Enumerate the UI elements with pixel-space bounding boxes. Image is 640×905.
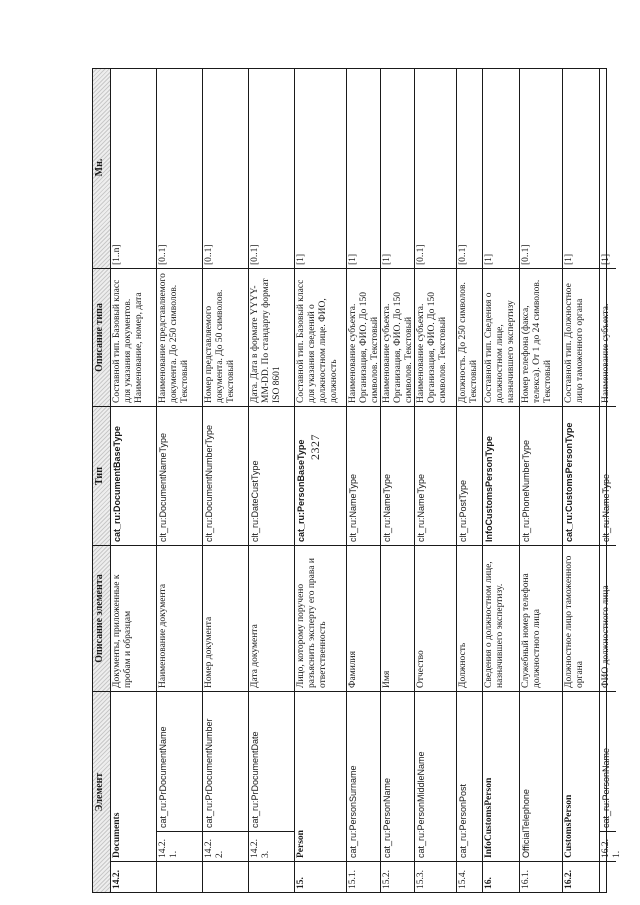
row-multiplicity: [1]	[600, 67, 616, 269]
row-element: Documents	[111, 692, 156, 862]
row-element-desc: ФИО должностного лица	[600, 546, 616, 692]
row-number: 15.4.	[458, 870, 468, 889]
row-element-desc: Фамилия	[347, 546, 380, 692]
table-row	[249, 69, 295, 892]
row-type-desc: Должность. До 250 символов. Текстовый	[457, 269, 482, 407]
row-multiplicity: [1]	[347, 67, 380, 269]
row-number: 14.2.1.	[157, 832, 202, 862]
schema-table	[92, 68, 622, 893]
row-number: 14.2.3.	[249, 832, 294, 862]
row-type-desc: Номер телефона (факса, телекса). От 1 до 24 символов. Текстовый	[520, 269, 562, 407]
header-type: Тип	[93, 407, 110, 546]
row-multiplicity: [0..1]	[415, 67, 456, 269]
table-row	[563, 69, 600, 892]
row-element: cat_ru:PersonSurname	[347, 692, 380, 862]
row-element-desc: Имя	[381, 546, 414, 692]
row-indent	[249, 862, 294, 892]
table-row	[415, 69, 457, 892]
row-multiplicity: [1]	[563, 67, 599, 269]
row-number: 15.1.	[348, 870, 358, 889]
row-type: clt_ru:PhoneNumberType	[520, 407, 562, 546]
row-element-desc: Должность	[457, 546, 482, 692]
row-multiplicity: [1]	[381, 67, 414, 269]
row-element: cat_ru:PrDocumentDate	[249, 692, 294, 832]
row-indent	[157, 862, 202, 892]
row-number: 15.	[296, 877, 306, 889]
row-type-desc: Составной тип. Базовый класс для указания сведений о должностном лице. ФИО, должность	[295, 269, 346, 407]
row-number: 16.	[484, 877, 494, 889]
row-type: InfoCustomsPersonType	[483, 407, 519, 546]
row-type: clt_ru:NameType	[347, 407, 380, 546]
row-number: 15.2.	[382, 870, 392, 889]
row-number: 14.2.	[112, 870, 122, 889]
row-element: cat_ru:PersonName	[600, 692, 616, 832]
row-element: CustomsPerson	[563, 692, 599, 862]
row-multiplicity: [1]	[483, 67, 519, 269]
row-element: cat_ru:PrDocumentNumber	[203, 692, 248, 832]
table-row	[600, 69, 622, 892]
table-row	[381, 69, 415, 892]
table-header	[93, 69, 111, 892]
table-row	[157, 69, 203, 892]
row-type: clt_ru:NameType	[415, 407, 456, 546]
row-type: cat_ru:DocumentBaseType	[111, 407, 156, 546]
row-type: clt_ru:DateCustType	[249, 407, 294, 546]
header-type-desc: Описание типа	[93, 269, 110, 407]
row-type-desc: Наименование субъекта. Организация, ФИО. До 150 символов. Текстовый	[347, 269, 380, 407]
row-type: cat_ru:PersonBaseType	[295, 407, 346, 546]
row-type-desc: Составной тип. Сведения о должностном лице, назначившего экспертизу	[483, 269, 519, 407]
row-multiplicity: [0..1]	[457, 67, 482, 269]
table-row	[295, 69, 347, 892]
row-type: clt_ru:NameType	[381, 407, 414, 546]
row-element-desc: Служебный номер телефона должностного лица	[520, 546, 562, 692]
table-row	[347, 69, 381, 892]
rotated-table-region	[92, 68, 622, 893]
header-element-desc: Описание элемента	[93, 546, 110, 692]
table-row	[520, 69, 563, 892]
row-number: 15.3.	[416, 870, 426, 889]
row-indent	[600, 862, 616, 892]
header-multiplicity: Мн.	[93, 67, 110, 269]
row-type-desc: Наименование субъекта. Организация, ФИО. До 150 символов. Текстовый	[381, 269, 414, 407]
row-multiplicity: [0..1]	[203, 67, 248, 269]
row-number: 16.1.	[521, 870, 531, 889]
row-multiplicity: [0..1]	[249, 67, 294, 269]
table-row	[203, 69, 249, 892]
row-element: cat_ru:PersonName	[381, 692, 414, 862]
row-element-desc: Документы, приложенные к пробам и образцам	[111, 546, 156, 692]
row-number: 14.2.2.	[203, 832, 248, 862]
row-type: clt_ru:NameType	[600, 407, 616, 546]
row-type: clt_ru:PostType	[457, 407, 482, 546]
row-type-desc: Наименование представляемого документа. До 250 символов. Текстовый	[157, 269, 202, 407]
row-indent	[203, 862, 248, 892]
row-type: clt_ru:DocumentNumberType	[203, 407, 248, 546]
row-type: clt_ru:DocumentNameType	[157, 407, 202, 546]
row-element: Person	[295, 692, 346, 862]
row-type-desc: Составной тип. Базовый класс для указания документов. Наименование, номер, дата	[111, 269, 156, 407]
row-type-desc: Дата. Дата в формате YYYY-MM-DD. По стандарту формат ISO 8601	[249, 269, 294, 407]
row-number: 16.2.	[564, 870, 574, 889]
row-type-desc: Номер представляемого документа. До 50 символов. Текстовый	[203, 269, 248, 407]
row-element-desc: Наименование документа	[157, 546, 202, 692]
header-element: Элемент	[94, 772, 105, 812]
row-multiplicity: [0..1]	[157, 67, 202, 269]
row-type-desc: Наименование субъекта. Организация, ФИО. До 150 символов. Текстовый	[415, 269, 456, 407]
row-element: InfoCustomsPerson	[483, 692, 519, 862]
row-element-desc: Должностное лицо таможенного органа	[563, 546, 599, 692]
row-element: OfficialTelephone	[520, 692, 562, 862]
row-element-desc: Сведения о должностном лице, назначившего экспертизу.	[483, 546, 519, 692]
page-number: 2327	[308, 434, 322, 460]
table-row	[111, 69, 157, 892]
row-element: cat_ru:PersonPost	[457, 692, 482, 862]
row-multiplicity: [1]	[295, 67, 346, 269]
row-element-desc: Номер документа	[203, 546, 248, 692]
row-multiplicity: [1..n]	[111, 67, 156, 269]
row-element-desc: Отчество	[415, 546, 456, 692]
row-multiplicity: [0..1]	[520, 67, 562, 269]
row-type-desc: Наименование субъекта.	[600, 269, 616, 407]
row-type: cat_ru:CustomsPersonType	[563, 407, 599, 546]
row-element: cat_ru:PersonMiddleName	[415, 692, 456, 862]
row-number: 16.2.1.	[600, 832, 616, 862]
table-row	[457, 69, 483, 892]
row-type-desc: Составной тип. Должностное лицо таможенного органа	[563, 269, 599, 407]
table-row	[483, 69, 520, 892]
row-element: cat_ru:PrDocumentName	[157, 692, 202, 832]
row-element-desc: Дата документа	[249, 546, 294, 692]
row-element-desc: Лицо, которому поручено разъяснить эксперту его права и ответственность	[295, 546, 346, 692]
